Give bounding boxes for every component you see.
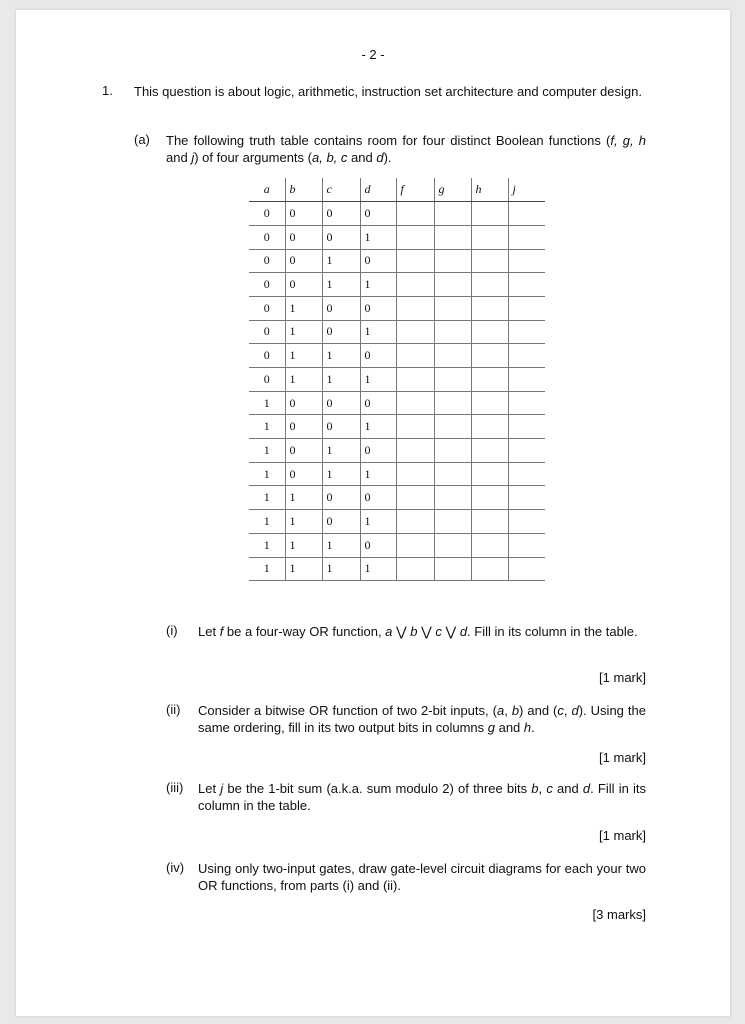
column-header-h: h [471, 178, 508, 202]
cell-c: 1 [322, 368, 360, 392]
answer-cell-h[interactable] [471, 202, 508, 226]
cell-a: 0 [249, 368, 285, 392]
table-row [249, 439, 545, 463]
table-row [249, 273, 545, 297]
subpart-iii-mark: [1 mark] [599, 828, 646, 843]
answer-cell-f[interactable] [396, 273, 434, 297]
answer-cell-g[interactable] [434, 368, 471, 392]
cell-c: 0 [322, 202, 360, 226]
table-row [249, 391, 545, 415]
part-a-text: The following truth table contains room for four distinct Boolean functions (f, g, h and j) of four arguments (a, b, c and d). [166, 133, 646, 165]
answer-cell-f[interactable] [396, 320, 434, 344]
table-row [249, 296, 545, 320]
cell-a: 1 [249, 462, 285, 486]
answer-cell-f[interactable] [396, 296, 434, 320]
cell-b: 1 [285, 533, 322, 557]
cell-b: 0 [285, 439, 322, 463]
answer-cell-j[interactable] [508, 510, 545, 534]
answer-cell-j[interactable] [508, 368, 545, 392]
answer-cell-j[interactable] [508, 391, 545, 415]
answer-cell-g[interactable] [434, 320, 471, 344]
answer-cell-j[interactable] [508, 557, 545, 581]
cell-d: 1 [360, 273, 396, 297]
answer-cell-j[interactable] [508, 249, 545, 273]
answer-cell-g[interactable] [434, 486, 471, 510]
answer-cell-j[interactable] [508, 225, 545, 249]
table-row [249, 249, 545, 273]
cell-c: 1 [322, 344, 360, 368]
cell-a: 0 [249, 273, 285, 297]
question-number: 1. [102, 83, 113, 98]
answer-cell-g[interactable] [434, 249, 471, 273]
table-row [249, 510, 545, 534]
part-a-label: (a) [134, 132, 150, 147]
subpart-iv-label: (iv) [166, 860, 185, 875]
cell-a: 1 [249, 391, 285, 415]
cell-d: 0 [360, 533, 396, 557]
cell-b: 0 [285, 391, 322, 415]
cell-d: 0 [360, 439, 396, 463]
cell-c: 0 [322, 296, 360, 320]
subpart-ii-text: Consider a bitwise OR function of two 2-bit inputs, (a, b) and (c, d). Using the same ordering, fill in its two output bits in columns g and h. [198, 703, 646, 735]
answer-cell-h[interactable] [471, 533, 508, 557]
answer-cell-f[interactable] [396, 510, 434, 534]
subpart-iv-text: Using only two-input gates, draw gate-level circuit diagrams for each your two OR functions, from parts (i) and (ii). [198, 861, 646, 893]
cell-b: 0 [285, 462, 322, 486]
answer-cell-g[interactable] [434, 391, 471, 415]
cell-a: 0 [249, 344, 285, 368]
answer-cell-j[interactable] [508, 533, 545, 557]
cell-a: 0 [249, 202, 285, 226]
column-header-g: g [434, 178, 471, 202]
answer-cell-j[interactable] [508, 415, 545, 439]
subpart-i-text: Let f be a four-way OR function, a ⋁ b ⋁ c ⋁ d. Fill in its column in the table. [198, 624, 638, 639]
answer-cell-f[interactable] [396, 391, 434, 415]
subpart-iii-text: Let j be the 1-bit sum (a.k.a. sum modulo 2) of three bits b, c and d. Fill in its column in the table. [198, 781, 647, 813]
answer-cell-g[interactable] [434, 344, 471, 368]
answer-cell-g[interactable] [434, 415, 471, 439]
answer-cell-g[interactable] [434, 462, 471, 486]
subpart-i-mark: [1 mark] [599, 670, 646, 685]
column-header-a: a [249, 178, 285, 202]
cell-d: 0 [360, 391, 396, 415]
question-intro: This question is about logic, arithmetic, instruction set architecture and computer design. [134, 84, 642, 99]
truth-table-header [249, 178, 545, 202]
answer-cell-h[interactable] [471, 368, 508, 392]
cell-c: 1 [322, 557, 360, 581]
answer-cell-g[interactable] [434, 510, 471, 534]
cell-d: 1 [360, 462, 396, 486]
answer-cell-f[interactable] [396, 202, 434, 226]
cell-c: 0 [322, 510, 360, 534]
answer-cell-f[interactable] [396, 249, 434, 273]
answer-cell-g[interactable] [434, 533, 471, 557]
answer-cell-j[interactable] [508, 296, 545, 320]
cell-b: 0 [285, 415, 322, 439]
answer-cell-f[interactable] [396, 225, 434, 249]
column-header-j: j [508, 178, 545, 202]
cell-c: 1 [322, 273, 360, 297]
table-row [249, 344, 545, 368]
answer-cell-h[interactable] [471, 439, 508, 463]
answer-cell-g[interactable] [434, 225, 471, 249]
cell-d: 0 [360, 344, 396, 368]
cell-b: 0 [285, 249, 322, 273]
answer-cell-h[interactable] [471, 510, 508, 534]
answer-cell-j[interactable] [508, 462, 545, 486]
answer-cell-h[interactable] [471, 462, 508, 486]
subpart-ii-label: (ii) [166, 702, 181, 717]
answer-cell-h[interactable] [471, 249, 508, 273]
subpart-ii-mark: [1 mark] [599, 750, 646, 765]
answer-cell-h[interactable] [471, 391, 508, 415]
column-header-f: f [396, 178, 434, 202]
cell-b: 1 [285, 344, 322, 368]
answer-cell-g[interactable] [434, 557, 471, 581]
cell-a: 1 [249, 533, 285, 557]
page-number: - 2 - [361, 47, 385, 62]
answer-cell-j[interactable] [508, 439, 545, 463]
cell-c: 0 [322, 320, 360, 344]
cell-a: 1 [249, 557, 285, 581]
answer-cell-f[interactable] [396, 344, 434, 368]
cell-b: 1 [285, 557, 322, 581]
answer-cell-j[interactable] [508, 273, 545, 297]
answer-cell-j[interactable] [508, 202, 545, 226]
cell-c: 1 [322, 439, 360, 463]
cell-b: 1 [285, 510, 322, 534]
cell-b: 1 [285, 320, 322, 344]
cell-d: 1 [360, 368, 396, 392]
subpart-i-label: (i) [166, 623, 178, 638]
table-row [249, 486, 545, 510]
answer-cell-h[interactable] [471, 415, 508, 439]
table-row [249, 415, 545, 439]
answer-cell-h[interactable] [471, 344, 508, 368]
cell-a: 1 [249, 439, 285, 463]
column-header-d: d [360, 178, 396, 202]
cell-d: 0 [360, 296, 396, 320]
answer-cell-g[interactable] [434, 296, 471, 320]
cell-b: 1 [285, 368, 322, 392]
column-header-b: b [285, 178, 322, 202]
cell-a: 1 [249, 510, 285, 534]
cell-c: 0 [322, 415, 360, 439]
cell-a: 0 [249, 225, 285, 249]
answer-cell-g[interactable] [434, 273, 471, 297]
cell-d: 1 [360, 320, 396, 344]
cell-c: 1 [322, 249, 360, 273]
exam-page [16, 10, 730, 1016]
cell-d: 1 [360, 510, 396, 534]
cell-d: 0 [360, 249, 396, 273]
answer-cell-f[interactable] [396, 533, 434, 557]
cell-d: 0 [360, 486, 396, 510]
cell-a: 1 [249, 486, 285, 510]
cell-a: 0 [249, 320, 285, 344]
answer-cell-f[interactable] [396, 368, 434, 392]
answer-cell-h[interactable] [471, 225, 508, 249]
answer-cell-f[interactable] [396, 462, 434, 486]
cell-d: 0 [360, 202, 396, 226]
answer-cell-h[interactable] [471, 557, 508, 581]
table-row [249, 533, 545, 557]
cell-b: 0 [285, 225, 322, 249]
answer-cell-g[interactable] [434, 439, 471, 463]
answer-cell-j[interactable] [508, 320, 545, 344]
answer-cell-h[interactable] [471, 320, 508, 344]
table-row [249, 557, 545, 581]
cell-a: 0 [249, 249, 285, 273]
answer-cell-f[interactable] [396, 439, 434, 463]
subpart-iv-mark: [3 marks] [592, 907, 646, 922]
table-row [249, 202, 545, 226]
answer-cell-h[interactable] [471, 296, 508, 320]
answer-cell-j[interactable] [508, 486, 545, 510]
table-row [249, 225, 545, 249]
cell-b: 0 [285, 273, 322, 297]
answer-cell-f[interactable] [396, 557, 434, 581]
cell-c: 0 [322, 486, 360, 510]
answer-cell-f[interactable] [396, 486, 434, 510]
cell-d: 1 [360, 225, 396, 249]
truth-table [249, 178, 545, 581]
table-row [249, 368, 545, 392]
answer-cell-g[interactable] [434, 202, 471, 226]
cell-c: 1 [322, 462, 360, 486]
subpart-iii-label: (iii) [166, 780, 184, 795]
cell-d: 1 [360, 415, 396, 439]
cell-c: 0 [322, 391, 360, 415]
cell-b: 0 [285, 202, 322, 226]
answer-cell-h[interactable] [471, 486, 508, 510]
answer-cell-f[interactable] [396, 415, 434, 439]
column-header-c: c [322, 178, 360, 202]
cell-d: 1 [360, 557, 396, 581]
cell-c: 0 [322, 225, 360, 249]
table-row [249, 462, 545, 486]
cell-a: 0 [249, 296, 285, 320]
cell-c: 1 [322, 533, 360, 557]
answer-cell-h[interactable] [471, 273, 508, 297]
answer-cell-j[interactable] [508, 344, 545, 368]
cell-a: 1 [249, 415, 285, 439]
cell-b: 1 [285, 296, 322, 320]
cell-b: 1 [285, 486, 322, 510]
table-row [249, 320, 545, 344]
